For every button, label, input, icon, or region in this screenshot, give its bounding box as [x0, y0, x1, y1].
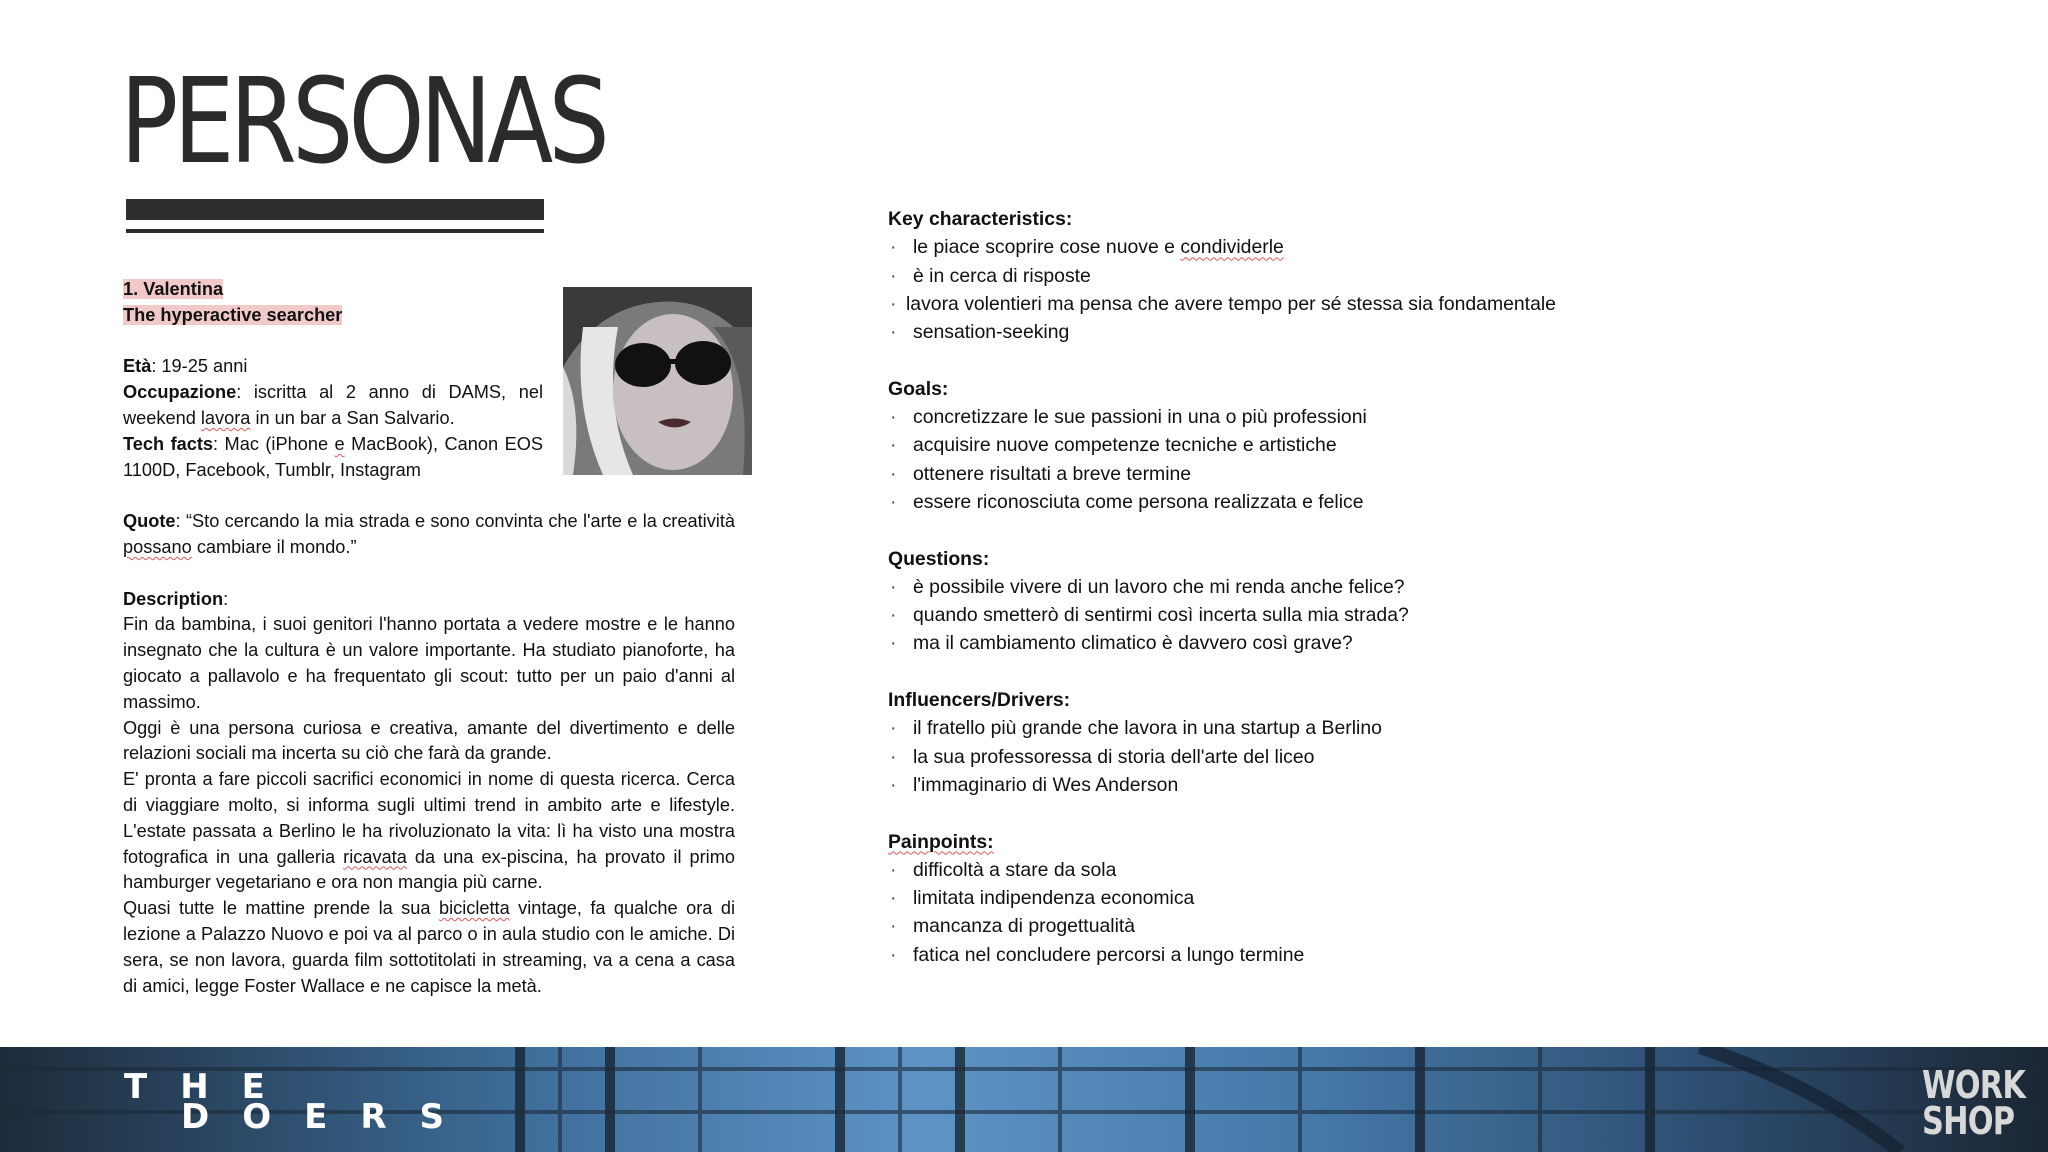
quote-text-3: cambiare il mondo.” — [191, 536, 357, 557]
occupation-label: Occupazione — [123, 382, 237, 403]
quote-line — [123, 509, 735, 561]
occupation-text-3: in un bar a San Salvario. — [250, 407, 455, 428]
the-doers-logo-row-2: DOERS — [181, 1097, 478, 1137]
questions-item: · è possibile vivere di un lavoro che mi renda anche felice? — [888, 573, 1558, 601]
key-characteristics-item: · lavora volentieri ma pensa che avere tempo per sé stessa sia fondamentale — [888, 290, 1558, 318]
the-doers-logo-row-1: THE — [124, 1067, 298, 1107]
influencers-item: · la sua professoressa di storia dell'arte del liceo — [888, 743, 1558, 771]
workshop-logo-row-2: SHOP — [1922, 1099, 2015, 1143]
key-characteristics-item: · è in cerca di risposte — [888, 262, 1558, 290]
workshop-logo — [1922, 1063, 2026, 1143]
occupation-text-2: lavora — [200, 407, 251, 428]
description-heading — [123, 587, 735, 613]
persona-name-text: 1. Valentina — [123, 279, 224, 299]
goals-item: · ottenere risultati a breve termine — [888, 460, 1558, 488]
footer-banner — [0, 1047, 2048, 1152]
description-paragraph-3 — [123, 767, 735, 896]
influencers-item: · l'immaginario di Wes Anderson — [888, 771, 1558, 799]
goals-item: · concretizzare le sue passioni in una o più professioni — [888, 403, 1558, 431]
description-paragraph-4-text-3: vintage, fa qualche ora di lezione a Palazzo Nuovo e poi va al parco o in aula studio con le amiche. Di sera, se non lavora, guarda film sottotitolati in streaming, va a cena a casa di amici, legge Foster Wallace e ne capisce la metà. — [123, 898, 735, 996]
description-paragraph-1: Fin da bambina, i suoi genitori l'hanno portata a vedere mostre e le hanno insegnato che la cultura è un valore importante. Ha studiato pianoforte, ha giocato a pallavolo e ha frequentato gli scout: tutto per un paio d'anni al massimo. — [123, 614, 735, 712]
occupation-text-1: : iscritta al 2 anno di DAMS, nel weekend — [123, 382, 543, 428]
workshop-logo-row-1: WORK — [1922, 1063, 2026, 1107]
quote-text-1: : “Sto cercando la mia strada e sono convinta che l'arte e la creatività — [175, 511, 735, 532]
painpoints-item: · fatica nel concludere percorsi a lungo termine — [888, 941, 1558, 969]
questions-heading: Questions: — [888, 547, 990, 570]
quote-text-2: possano — [123, 536, 192, 557]
persona-details — [888, 205, 1558, 969]
description-paragraph-4 — [123, 896, 735, 999]
persona-tagline — [123, 303, 735, 329]
key-characteristics-item-text-2: condividerle — [1180, 236, 1284, 259]
description-paragraph-4-text-2: bicicletta — [438, 898, 510, 919]
page-title: PERSONAS — [120, 52, 605, 190]
tech-facts-line — [123, 432, 543, 484]
description-label: Description — [123, 588, 224, 609]
tech-facts-text-2: e — [334, 433, 345, 454]
title-underline-thin — [126, 229, 544, 233]
questions-item: · ma il cambiamento climatico è davvero così grave? — [888, 629, 1558, 657]
description-paragraph-2: Oggi è una persona curiosa e creativa, amante del divertimento e delle relazioni sociali ma incerta su ciò che farà da grande. — [123, 717, 735, 764]
persona-name — [123, 277, 735, 303]
tech-facts-text-1: : Mac (iPhone — [213, 433, 335, 454]
influencers-heading: Influencers/Drivers: — [888, 689, 1071, 712]
age-label: Età — [123, 356, 152, 377]
painpoints-item: · limitata indipendenza economica — [888, 884, 1558, 912]
persona-profile — [123, 277, 735, 999]
goals-item: · essere riconosciuta come persona realizzata e felice — [888, 488, 1558, 516]
key-characteristics-item — [888, 233, 1558, 261]
painpoints-item: · difficoltà a stare da sola — [888, 856, 1558, 884]
influencers-item: · il fratello più grande che lavora in una startup a Berlino — [888, 714, 1558, 742]
persona-tagline-text: The hyperactive searcher — [123, 304, 343, 325]
description-colon: : — [223, 588, 229, 609]
tech-facts-label: Tech facts — [123, 433, 214, 454]
goals-item: · acquisire nuove competenze tecniche e artistiche — [888, 431, 1558, 459]
the-doers-logo — [124, 1067, 478, 1137]
quote-label: Quote — [123, 511, 176, 532]
painpoints-heading: Painpoints: — [888, 830, 994, 853]
key-characteristics-heading: Key characteristics: — [888, 208, 1073, 230]
description-paragraph-3-text-3: da una ex-piscina, ha provato il primo hamburger vegetariano e ora non mangia più carne. — [123, 846, 735, 893]
questions-item: · quando smetterò di sentirmi così incerta sulla mia strada? — [888, 601, 1558, 629]
description-paragraph-3-text-1: E' pronta a fare piccoli sacrifici economici in nome di questa ricerca. Cerca di viaggiare molto, si informa sugli ultimi trend in ambito arte e lifestyle. L'estate passata a Berlino le ha rivoluzionato la vita: lì ha visto una mostra fotografica in una galleria — [123, 769, 735, 867]
age-line — [123, 354, 735, 380]
description-paragraph-4-text-1: Quasi tutte le mattine prende la sua — [123, 898, 439, 919]
age-value: : 19-25 anni — [151, 356, 248, 377]
occupation-line — [123, 380, 543, 432]
goals-heading: Goals: — [888, 377, 949, 400]
key-characteristics-item: · sensation-seeking — [888, 318, 1558, 346]
description-paragraph-3-text-2: ricavata — [343, 846, 407, 867]
painpoints-item: · mancanza di progettualità — [888, 912, 1558, 940]
tech-facts-text-3: MacBook), Canon EOS 1100D, Facebook, Tumblr, Instagram — [123, 433, 543, 480]
key-characteristics-item-text-1: le piace scoprire cose nuove e — [913, 236, 1181, 259]
title-underline-thick — [126, 199, 544, 220]
